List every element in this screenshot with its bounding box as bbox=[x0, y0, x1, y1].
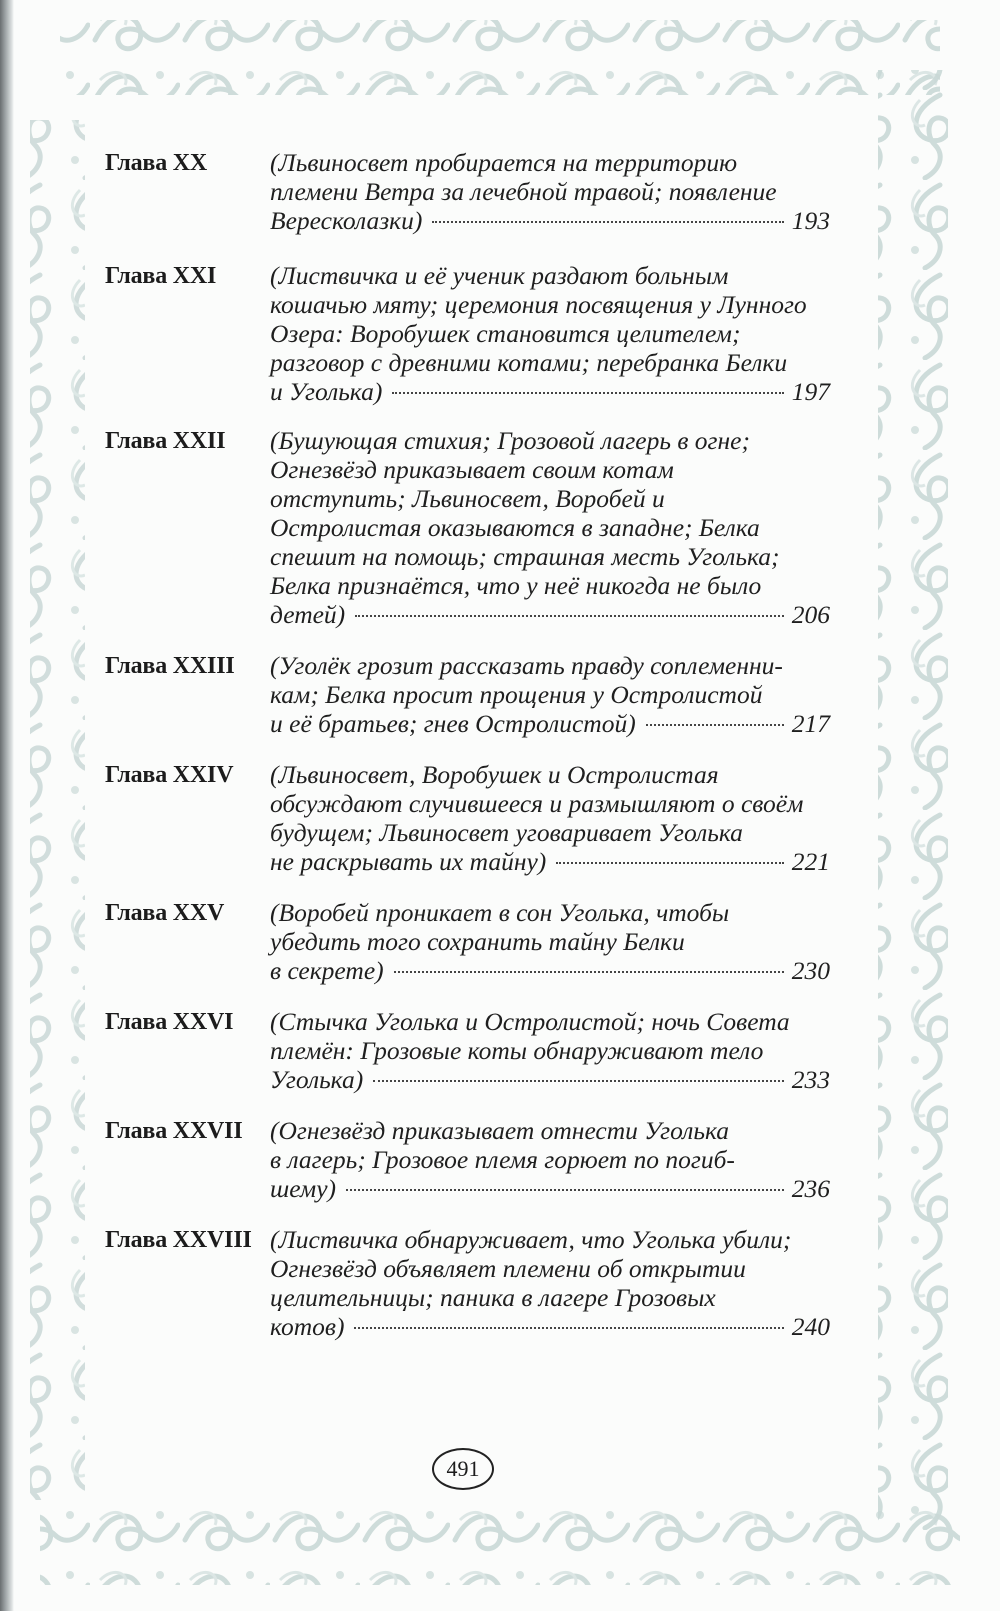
dot-leader bbox=[373, 1080, 784, 1082]
description-last-line bbox=[270, 1312, 830, 1341]
page-reference: 197 bbox=[791, 377, 830, 406]
description-line: (Бушующая стихия; Грозовой лагерь в огне; bbox=[270, 426, 750, 455]
chapter-label: Глава XXVII bbox=[105, 1118, 243, 1144]
chapter-label: Глава XXV bbox=[105, 900, 225, 926]
chapter-label: Глава XX bbox=[105, 150, 208, 176]
page-reference: 217 bbox=[791, 709, 830, 738]
chapter-label: Глава XXVIII bbox=[105, 1227, 252, 1253]
toc-entry bbox=[105, 261, 845, 406]
description-line: разговор с древними котами; перебранка Белки bbox=[270, 348, 788, 377]
description-line: Остролистая оказываются в западне; Белка bbox=[270, 513, 760, 542]
description-last-line bbox=[270, 847, 830, 876]
chapter-description bbox=[270, 261, 830, 406]
chapter-label: Глава XXI bbox=[105, 263, 217, 289]
page-reference: 206 bbox=[791, 600, 830, 629]
page-number: 491 bbox=[432, 1448, 494, 1490]
chapter-label: Глава XXIV bbox=[105, 762, 234, 788]
description-line: убедить того сохранить тайну Белки bbox=[270, 927, 685, 956]
dot-leader bbox=[346, 1189, 784, 1191]
toc-entry bbox=[105, 898, 845, 985]
dot-leader bbox=[646, 724, 784, 726]
dot-leader bbox=[394, 971, 784, 973]
description-line: Белка признаётся, что у неё никогда не было bbox=[270, 571, 762, 600]
chapter-description bbox=[270, 651, 830, 738]
chapter-description bbox=[270, 426, 830, 629]
description-line: племён: Грозовые коты обнаруживают тело bbox=[270, 1036, 764, 1065]
chapter-description bbox=[270, 1116, 830, 1203]
chapter-description bbox=[270, 1007, 830, 1094]
description-last-line bbox=[270, 600, 830, 629]
description-line: (Львиносвет, Воробушек и Остролистая bbox=[270, 760, 719, 789]
description-line: (Листвичка обнаруживает, что Уголька убили; bbox=[270, 1225, 792, 1254]
description-line-end: не раскрывать их тайну) bbox=[270, 847, 547, 876]
toc-entry bbox=[105, 651, 845, 738]
dot-leader bbox=[355, 615, 784, 617]
description-line: Огнезвёзд объявляет племени об открытии bbox=[270, 1254, 746, 1283]
page-reference: 193 bbox=[791, 206, 830, 235]
description-last-line bbox=[270, 956, 830, 985]
page-reference: 233 bbox=[791, 1065, 830, 1094]
chapter-description bbox=[270, 148, 830, 235]
description-last-line bbox=[270, 709, 830, 738]
description-line: кам; Белка просит прощения у Остролистой bbox=[270, 680, 763, 709]
dot-leader bbox=[556, 862, 783, 864]
dot-leader bbox=[432, 221, 783, 223]
page-reference: 230 bbox=[791, 956, 830, 985]
toc-entry bbox=[105, 1225, 845, 1341]
chapter-description bbox=[270, 760, 830, 876]
chapter-description bbox=[270, 898, 830, 985]
description-last-line bbox=[270, 206, 830, 235]
description-line: целительницы; паника в лагере Грозовых bbox=[270, 1283, 716, 1312]
page-reference: 221 bbox=[791, 847, 830, 876]
description-line-end: шему) bbox=[270, 1174, 337, 1203]
chapter-label: Глава XXII bbox=[105, 428, 226, 454]
description-line-end: котов) bbox=[270, 1312, 345, 1341]
description-line: будущем; Львиносвет уговаривает Уголька bbox=[270, 818, 743, 847]
description-line-end: детей) bbox=[270, 600, 346, 629]
description-line: кошачью мяту; церемония посвящения у Лунного bbox=[270, 290, 807, 319]
page-reference: 236 bbox=[791, 1174, 830, 1203]
description-line: отступить; Львиносвет, Воробей и bbox=[270, 484, 665, 513]
description-line: (Уголёк грозит рассказать правду соплеменни- bbox=[270, 651, 783, 680]
description-line-end: в секрете) bbox=[270, 956, 384, 985]
description-line: (Листвичка и её ученик раздают больным bbox=[270, 261, 729, 290]
description-line-end: и Уголька) bbox=[270, 377, 383, 406]
table-of-contents bbox=[105, 148, 845, 1341]
chapter-description bbox=[270, 1225, 830, 1341]
toc-entry bbox=[105, 426, 845, 629]
description-line: (Огнезвёзд приказывает отнести Уголька bbox=[270, 1116, 730, 1145]
toc-entry bbox=[105, 148, 845, 235]
description-line-end: Вересколазки) bbox=[270, 206, 423, 235]
description-line: обсуждают случившееся и размышляют о своём bbox=[270, 789, 804, 818]
description-last-line bbox=[270, 1065, 830, 1094]
description-line: (Воробей проникает в сон Уголька, чтобы bbox=[270, 898, 730, 927]
chapter-label: Глава XXIII bbox=[105, 653, 235, 679]
description-last-line bbox=[270, 1174, 830, 1203]
dot-leader bbox=[392, 392, 783, 394]
description-line: Огнезвёзд приказывает своим котам bbox=[270, 455, 674, 484]
description-line-end: Уголька) bbox=[270, 1065, 364, 1094]
toc-entry bbox=[105, 1007, 845, 1094]
toc-entry bbox=[105, 1116, 845, 1203]
description-last-line bbox=[270, 377, 830, 406]
description-line: племени Ветра за лечебной травой; появление bbox=[270, 177, 777, 206]
toc-entry bbox=[105, 760, 845, 876]
description-line: (Львиносвет пробирается на территорию bbox=[270, 148, 738, 177]
description-line: Озера: Воробушек становится целителем; bbox=[270, 319, 741, 348]
chapter-label: Глава XXVI bbox=[105, 1009, 234, 1035]
dot-leader bbox=[354, 1327, 783, 1329]
description-line: (Стычка Уголька и Остролистой; ночь Совета bbox=[270, 1007, 790, 1036]
page-reference: 240 bbox=[791, 1312, 830, 1341]
description-line-end: и её братьев; гнев Остролистой) bbox=[270, 709, 636, 738]
description-line: спешит на помощь; страшная месть Уголька; bbox=[270, 542, 780, 571]
description-line: в лагерь; Грозовое племя горюет по погиб- bbox=[270, 1145, 735, 1174]
